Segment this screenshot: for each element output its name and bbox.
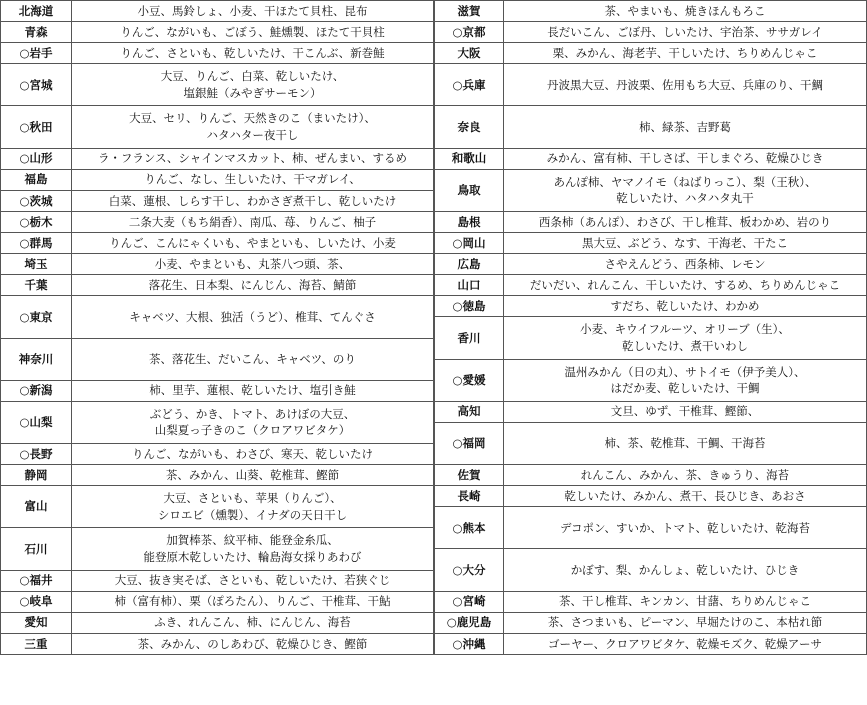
specialty-items-line: 茶、みかん、のしあわび、乾燥ひじき、鰹節: [137, 636, 368, 651]
specialty-items-line: 塩銀鮭（みやぎサーモン）: [183, 85, 322, 100]
specialty-items-line: 小豆、馬鈴しょ、小麦、干ほたて貝柱、昆布: [137, 3, 368, 18]
specialty-items-cell: [504, 233, 867, 254]
prefecture-row: [1, 148, 434, 169]
prefecture-name: ○栃木: [1, 211, 72, 232]
prefecture-row: [1, 190, 434, 211]
prefecture-row: [435, 106, 867, 148]
specialty-items-cell: [504, 1, 867, 22]
prefecture-name: 北海道: [1, 1, 72, 22]
left-prefecture-table: [0, 0, 434, 655]
prefecture-row: [1, 401, 434, 443]
prefecture-row: [435, 612, 867, 633]
specialty-items-cell: [504, 465, 867, 486]
prefecture-name: 神奈川: [1, 338, 72, 380]
prefecture-name: ○山形: [1, 148, 72, 169]
prefecture-row: [435, 211, 867, 232]
specialty-items-line: みかん、富有柿、干しさば、干しまぐろ、乾燥ひじき: [546, 151, 824, 166]
prefecture-name: 和歌山: [435, 148, 504, 169]
prefecture-name: 山口: [435, 275, 504, 296]
specialty-items-cell: [504, 591, 867, 612]
specialty-items-line: 大豆、抜き実そば、さといも、乾しいたけ、若狭ぐじ: [114, 573, 391, 588]
prefecture-name: 鳥取: [435, 169, 504, 211]
prefecture-name: 三重: [1, 633, 72, 654]
prefecture-row: [435, 43, 867, 64]
prefecture-name: 佐賀: [435, 465, 504, 486]
specialty-items-cell: [504, 422, 867, 464]
specialty-items-cell: [504, 106, 867, 148]
prefecture-name: 奈良: [435, 106, 504, 148]
specialty-items-line: 乾しいたけ、みかん、煮干、長ひじき、あおさ: [564, 488, 806, 503]
prefecture-name: 長崎: [435, 486, 504, 507]
prefecture-row: [1, 612, 434, 633]
prefecture-name: 富山: [1, 486, 72, 528]
specialty-items-cell: [504, 549, 867, 591]
specialty-items-cell: [72, 443, 434, 464]
prefecture-name: ○徳島: [435, 296, 504, 317]
specialty-items-line: ゴーヤー、クロアワビタケ、乾燥モズク、乾燥アーサ: [548, 636, 822, 651]
specialty-items-line: 柿、緑茶、吉野葛: [639, 119, 731, 134]
specialty-items-cell: [72, 233, 434, 254]
specialty-items-line: 能登原木乾しいたけ、輪島海女採りあわび: [143, 549, 362, 564]
specialty-items-line: 文旦、ゆず、干椎茸、鰹節、: [610, 404, 760, 419]
specialty-items-cell: [72, 338, 434, 380]
prefecture-name: ○山梨: [1, 401, 72, 443]
prefecture-name: 青森: [1, 22, 72, 43]
prefecture-name: ○岐阜: [1, 591, 72, 612]
specialty-items-cell: [504, 317, 867, 359]
specialty-items-cell: [504, 401, 867, 422]
prefecture-name: ○宮城: [1, 64, 72, 106]
prefecture-name: ○沖縄: [435, 633, 504, 654]
prefecture-row: [435, 465, 867, 486]
specialty-items-cell: [72, 254, 434, 275]
specialty-items-cell: [504, 43, 867, 64]
prefecture-row: [1, 465, 434, 486]
prefecture-name: ○茨城: [1, 190, 72, 211]
specialty-items-line: 温州みかん（日の丸）、サトイモ（伊予美人）、: [564, 364, 806, 379]
prefecture-name: 千葉: [1, 275, 72, 296]
specialty-items-line: 茶、干し椎茸、キンカン、甘藷、ちりめんじゃこ: [559, 594, 811, 609]
prefecture-name: 香川: [435, 317, 504, 359]
specialty-items-cell: [72, 486, 434, 528]
specialty-items-line: りんご、なし、生しいたけ、干マガレイ、: [144, 172, 361, 187]
prefecture-row: [1, 275, 434, 296]
specialty-items-cell: [72, 465, 434, 486]
prefecture-name: ○鹿児島: [435, 612, 504, 633]
prefecture-row: [435, 275, 867, 296]
prefecture-name: 高知: [435, 401, 504, 422]
prefecture-name: 埼玉: [1, 254, 72, 275]
prefecture-row: [1, 1, 434, 22]
prefecture-row: [435, 591, 867, 612]
prefecture-row: [1, 254, 434, 275]
specialty-items-line: 柿、茶、乾椎茸、干鯛、干海苔: [604, 436, 766, 451]
specialty-items-line: キャベツ、大根、独活（うど）、椎茸、てんぐさ: [129, 309, 376, 324]
prefecture-name: ○東京: [1, 296, 72, 338]
prefecture-row: [435, 422, 867, 464]
prefecture-name: ○福岡: [435, 422, 504, 464]
specialty-items-line: 柿（富有柿）、栗（ぽろたん）、りんご、干椎茸、干鮎: [114, 594, 391, 609]
prefecture-row: [1, 43, 434, 64]
specialty-items-cell: [504, 64, 867, 106]
prefecture-row: [1, 22, 434, 43]
specialty-items-line: デコポン、すいか、トマト、乾しいたけ、乾海苔: [559, 520, 811, 535]
specialty-items-cell: [72, 275, 434, 296]
prefecture-name: ○福井: [1, 570, 72, 591]
prefecture-row: [1, 380, 434, 401]
prefecture-row: [435, 507, 867, 549]
prefecture-row: [435, 64, 867, 106]
specialty-items-line: 白菜、蓮根、しらす干し、わかさぎ煮干し、乾しいたけ: [108, 193, 397, 208]
specialty-items-cell: [504, 633, 867, 654]
specialty-items-line: ふき、れんこん、柿、にんじん、海苔: [154, 615, 351, 630]
specialty-items-cell: [72, 22, 434, 43]
specialty-items-line: 二条大麦（もち絹香）、南瓜、苺、りんご、柚子: [128, 214, 377, 229]
specialty-items-line: シロエビ（燻製）、イナダの天日干し: [157, 507, 348, 522]
prefecture-row: [1, 570, 434, 591]
specialty-items-line: 栗、みかん、海老芋、干しいたけ、ちりめんじゃこ: [552, 45, 818, 60]
specialty-items-line: りんご、ながいも、わさび、寒天、乾しいたけ: [131, 446, 374, 461]
specialty-items-cell: [72, 43, 434, 64]
specialty-items-cell: [72, 148, 434, 169]
specialty-items-cell: [72, 169, 434, 190]
prefecture-row: [435, 633, 867, 654]
prefecture-name: 福島: [1, 169, 72, 190]
specialty-items-line: 茶、やまいも、焼きほんもろこ: [604, 3, 766, 18]
specialty-items-line: 柿、里芋、蓮根、乾しいたけ、塩引き鮭: [149, 383, 356, 398]
prefecture-name: ○秋田: [1, 106, 72, 148]
prefecture-row: [435, 401, 867, 422]
specialty-items-cell: [72, 528, 434, 570]
specialty-items-cell: [504, 22, 867, 43]
specialty-items-line: さやえんどう、西条柿、レモン: [604, 256, 766, 271]
prefecture-row: [1, 633, 434, 654]
specialty-items-cell: [504, 486, 867, 507]
prefecture-row: [435, 254, 867, 275]
prefecture-name: ○岩手: [1, 43, 72, 64]
specialty-items-cell: [504, 296, 867, 317]
specialty-items-line: 小麦、キウイフルーツ、オリーブ（生）、: [580, 322, 790, 337]
prefecture-row: [1, 443, 434, 464]
specialty-items-line: 落花生、日本梨、にんじん、海苔、鯖節: [148, 277, 357, 292]
specialty-items-line: 茶、さつまいも、ピーマン、早堀たけのこ、本枯れ節: [547, 615, 823, 630]
prefecture-name: ○兵庫: [435, 64, 504, 106]
specialty-items-line: あんぽ柿、ヤマノイモ（ねばりっこ）、梨（王秋）、: [553, 174, 817, 189]
prefecture-name: ○大分: [435, 549, 504, 591]
specialty-items-cell: [504, 211, 867, 232]
specialty-items-line: すだち、乾しいたけ、わかめ: [610, 299, 760, 314]
prefecture-row: [1, 64, 434, 106]
specialty-items-line: 加賀棒茶、紋平柿、能登金糸瓜、: [166, 533, 339, 548]
specialty-items-line: 乾しいたけ、ハタハタ丸干: [616, 191, 754, 206]
specialty-items-cell: [72, 591, 434, 612]
specialty-items-line: 大豆、セリ、りんご、天然きのこ（まいたけ）、: [129, 111, 376, 126]
prefecture-name: 滋賀: [435, 1, 504, 22]
prefecture-row: [435, 22, 867, 43]
specialty-items-cell: [72, 612, 434, 633]
specialty-items-line: 小麦、やまといも、丸茶八つ頭、茶、: [154, 256, 351, 271]
prefecture-row: [435, 169, 867, 211]
specialty-items-cell: [72, 190, 434, 211]
prefecture-row: [1, 486, 434, 528]
specialty-items-line: りんご、こんにゃくいも、やまといも、しいたけ、小麦: [109, 235, 396, 250]
prefecture-name: 石川: [1, 528, 72, 570]
specialty-items-cell: [72, 380, 434, 401]
specialty-items-line: ぶどう、かき、トマト、あけぼの大豆、: [149, 406, 356, 421]
specialty-items-cell: [72, 296, 434, 338]
prefecture-row: [435, 486, 867, 507]
specialty-items-line: 茶、落花生、だいこん、キャベツ、のり: [149, 351, 356, 366]
right-prefecture-table: [434, 0, 867, 655]
specialty-items-cell: [504, 275, 867, 296]
specialty-items-line: 茶、みかん、山葵、乾椎茸、鰹節: [165, 467, 340, 482]
specialty-items-cell: [72, 570, 434, 591]
specialty-items-cell: [504, 507, 867, 549]
prefecture-name: ○京都: [435, 22, 504, 43]
specialty-items-line: 長だいこん、ごぼ丹、しいたけ、宇治茶、ササガレイ: [547, 24, 823, 39]
prefecture-name: 大阪: [435, 43, 504, 64]
specialty-items-cell: [72, 1, 434, 22]
prefecture-row: [1, 296, 434, 338]
specialty-items-line: 乾しいたけ、煮干いわし: [621, 339, 749, 353]
prefecture-name: ○長野: [1, 443, 72, 464]
prefecture-row: [435, 317, 867, 359]
specialty-items-cell: [504, 612, 867, 633]
specialty-items-cell: [504, 254, 867, 275]
prefecture-row: [1, 233, 434, 254]
prefecture-row: [1, 211, 434, 232]
prefecture-row: [1, 169, 434, 190]
specialty-items-line: りんご、さといも、乾しいたけ、干こんぶ、新巻鮭: [120, 45, 385, 60]
specialty-items-cell: [72, 211, 434, 232]
specialty-items-line: はだか麦、乾しいたけ、干鯛: [610, 381, 760, 396]
prefecture-row: [1, 338, 434, 380]
specialty-items-line: 大豆、りんご、白菜、乾しいたけ、: [160, 69, 345, 84]
prefecture-row: [435, 549, 867, 591]
specialty-items-cell: [72, 64, 434, 106]
specialty-items-line: かぼす、梨、かんしょ、乾しいたけ、ひじき: [570, 562, 800, 577]
specialty-items-line: 黒大豆、ぶどう、なす、干海老、干たこ: [581, 235, 789, 250]
specialty-items-line: 丹波黒大豆、丹波栗、佐用もち大豆、兵庫のり、干鯛: [547, 77, 823, 92]
prefecture-name: ○岡山: [435, 233, 504, 254]
specialty-items-line: 大豆、さといも、苹果（りんご）、: [163, 491, 342, 506]
specialty-items-cell: [72, 401, 434, 443]
specialty-items-line: 山梨夏っ子きのこ（クロアワビタケ）: [154, 423, 351, 438]
prefecture-row: [435, 1, 867, 22]
prefecture-row: [435, 148, 867, 169]
prefecture-row: [1, 528, 434, 570]
prefecture-row: [435, 296, 867, 317]
prefecture-name: 愛知: [1, 612, 72, 633]
prefecture-row: [1, 591, 434, 612]
specialty-items-line: れんこん、みかん、茶、きゅうり、海苔: [580, 467, 790, 482]
prefecture-name: ○愛媛: [435, 359, 504, 401]
specialty-items-line: だいだい、れんこん、干しいたけ、するめ、ちりめんじゃこ: [529, 277, 841, 292]
prefecture-name: 島根: [435, 211, 504, 232]
specialty-items-cell: [504, 169, 867, 211]
prefecture-row: [435, 359, 867, 401]
prefecture-name: ○群馬: [1, 233, 72, 254]
prefecture-name: ○新潟: [1, 380, 72, 401]
specialty-items-line: ラ・フランス、シャインマスカット、柿、ぜんまい、するめ: [97, 151, 408, 166]
specialty-items-line: りんご、ながいも、ごぼう、鮭燻製、ほたて干貝柱: [120, 24, 385, 39]
prefecture-name: 広島: [435, 254, 504, 275]
prefecture-name: 静岡: [1, 465, 72, 486]
specialty-items-cell: [72, 633, 434, 654]
prefecture-row: [1, 106, 434, 148]
specialty-items-cell: [504, 359, 867, 401]
prefecture-name: ○宮崎: [435, 591, 504, 612]
prefecture-name: ○熊本: [435, 507, 504, 549]
specialty-items-cell: [504, 148, 867, 169]
specialty-items-line: ハタハター夜干し: [206, 128, 299, 143]
specialty-items-line: 西条柿（あんぽ）、わさび、干し椎茸、板わかめ、岩のり: [538, 214, 832, 229]
prefecture-row: [435, 233, 867, 254]
specialty-items-cell: [72, 106, 434, 148]
